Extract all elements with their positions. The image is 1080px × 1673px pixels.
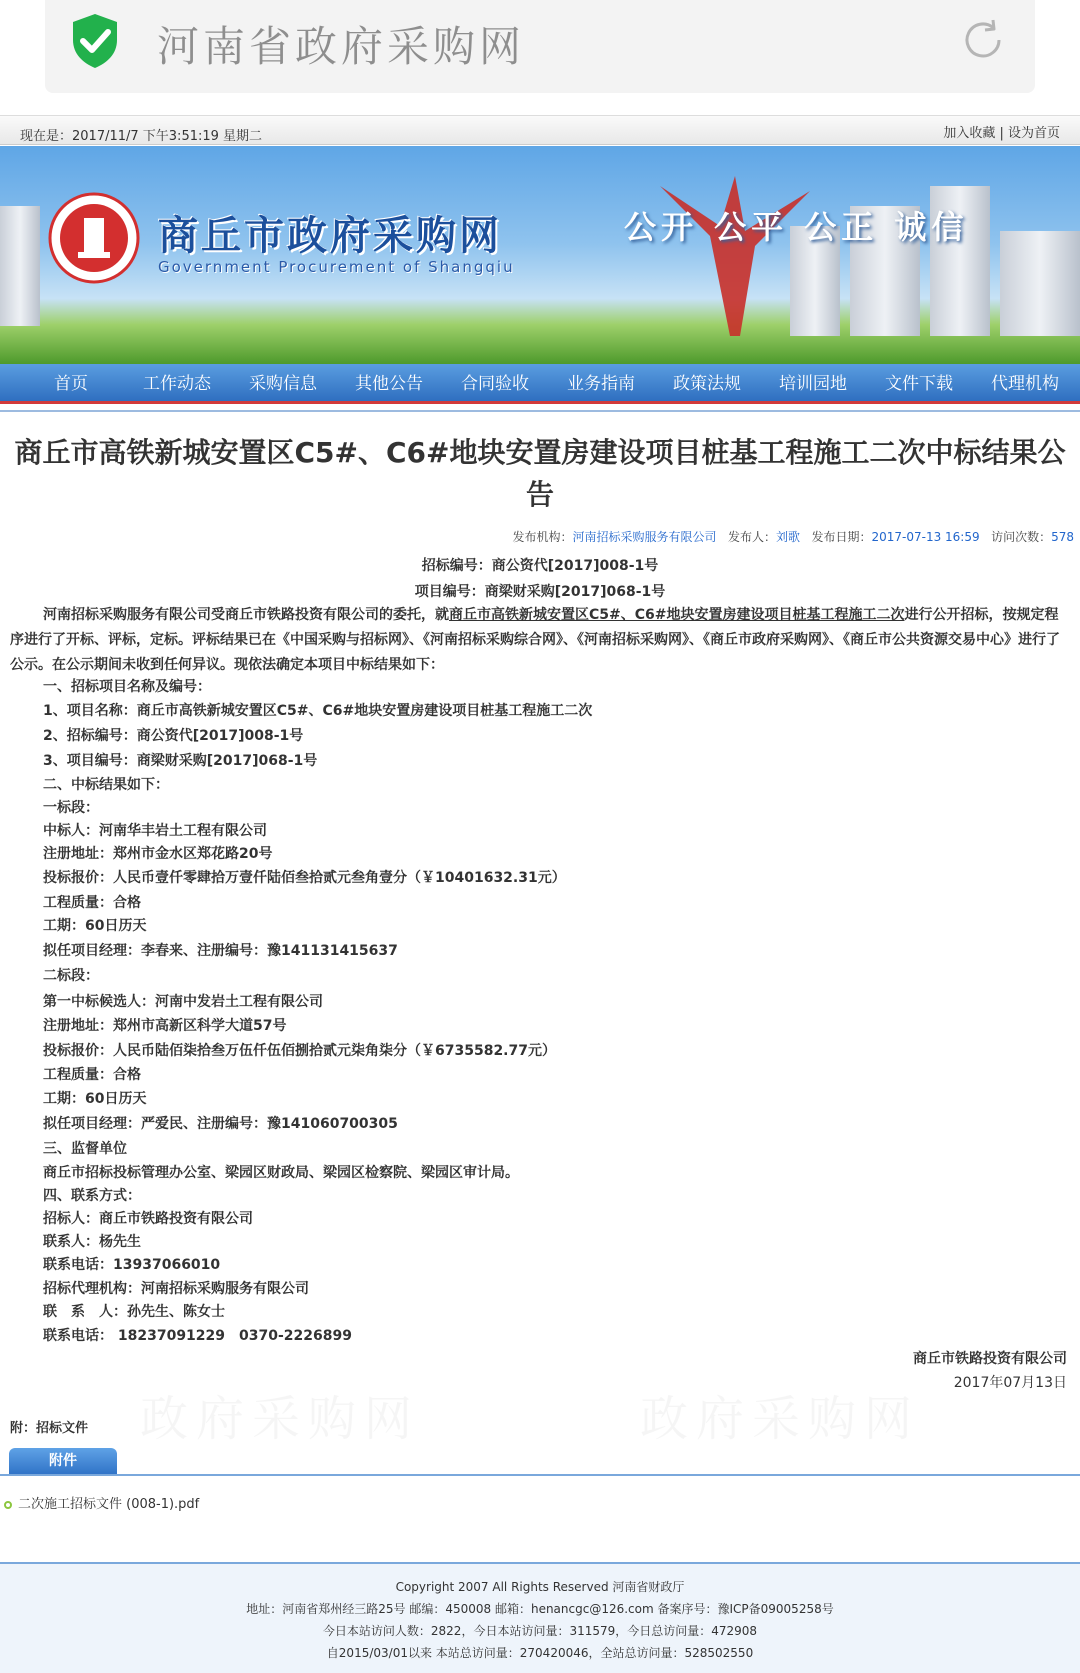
content-line: 工期：60日历天 <box>43 918 147 934</box>
footer-copyright: Copyright 2007 All Rights Reserved 河南省财政厅 <box>395 1580 685 1594</box>
attachment-note: 附：招标文件 <box>10 1421 89 1436</box>
article-meta <box>513 528 1075 545</box>
content-line: 中标人：河南华丰岩土工程有限公司 <box>43 823 267 839</box>
nav-contract-acceptance[interactable]: 合同验收 <box>461 374 529 394</box>
government-emblem-icon <box>48 192 140 284</box>
signer: 商丘市铁路投资有限公司 <box>913 1351 1067 1367</box>
attachment-tab[interactable]: 附件 <box>9 1448 117 1475</box>
content-line: 一标段： <box>43 800 99 816</box>
top-links <box>943 122 1060 141</box>
nav-business-guide[interactable]: 业务指南 <box>567 374 635 394</box>
meta-visits-label: 访问次数： <box>991 530 1052 544</box>
banner-title: 商丘市政府采购网 <box>158 212 502 259</box>
browser-bar <box>0 0 1080 115</box>
sign-date: 2017年07月13日 <box>953 1375 1067 1391</box>
meta-date-label: 发布日期： <box>811 530 872 544</box>
nav-home[interactable]: 首页 <box>54 374 88 394</box>
section-heading: 四、联系方式： <box>43 1188 141 1204</box>
content-line: 第一中标候选人：河南中发岩土工程有限公司 <box>43 994 323 1010</box>
intro-text-a: 河南招标采购服务有限公司受商丘市铁路投资有限公司的委托，就 <box>43 607 449 623</box>
content-line: 联系电话：13937066010 <box>43 1257 221 1273</box>
content-line: 2、招标编号：商公资代[2017]008-1号 <box>43 728 304 744</box>
meta-publisher[interactable]: 刘歌 <box>776 530 801 544</box>
content-line: 招标人：商丘市铁路投资有限公司 <box>43 1211 253 1227</box>
meta-org[interactable]: 河南招标采购服务有限公司 <box>572 530 717 544</box>
content-line: 工期：60日历天 <box>43 1091 147 1107</box>
content-line: 3、项目编号：商梁财采购[2017]068-1号 <box>43 753 318 769</box>
nav-downloads[interactable]: 文件下载 <box>885 374 953 394</box>
watermark <box>140 1380 420 1449</box>
reload-icon[interactable] <box>959 16 1007 64</box>
banner-slogan: 公开 公平 公正 诚信 <box>624 208 969 246</box>
bullet-icon <box>4 1501 12 1509</box>
site-name: 河南省政府采购网 <box>157 22 526 71</box>
content-line: 招标代理机构：河南招标采购服务有限公司 <box>43 1281 309 1297</box>
nav-divider <box>0 410 1080 412</box>
content-line: 联 系 人：孙先生、陈女士 <box>43 1304 225 1320</box>
article-title: 商丘市高铁新城安置区C5#、C6#地块安置房建设项目桩基工程施工二次中标结果公告 <box>14 436 1066 511</box>
nav-other-notices[interactable]: 其他公告 <box>355 374 423 394</box>
footer <box>0 1562 1080 1673</box>
banner-building <box>1000 231 1080 336</box>
project-number: 项目编号：商梁财采购[2017]068-1号 <box>414 584 666 600</box>
address-bar[interactable] <box>45 0 1035 93</box>
content-line: 投标报价：人民币陆佰柒拾叁万伍仟伍佰捌拾贰元柒角柒分（￥6735582.77元） <box>43 1043 556 1059</box>
content-line: 注册地址：郑州市高新区科学大道57号 <box>43 1018 287 1034</box>
intro-text-b: 进行公开招标，按规定程序进行了开标、评标，定标。评标结果已在《中国采购与招标网》、《河南招标采购综合网》、《河南招标采购网》、《商丘市政府采购网》、《商丘市公共资源交易中心》进行了公示。在公示期间未收到任何异议。现依法确定本项目中标结果如下： <box>10 607 1060 673</box>
top-links-separator: | <box>995 126 1008 141</box>
top-strip <box>0 115 1080 145</box>
footer-total-stats: 自2015/03/01以来 本站总访问量：270420046，全站总访问量：528502550 <box>326 1646 754 1660</box>
content-line: 投标报价：人民币壹仟零肆拾万壹仟陆佰叁拾贰元叁角壹分（￥10401632.31元） <box>43 870 566 886</box>
bookmark-link[interactable]: 加入收藏 <box>943 126 996 141</box>
content-line: 注册地址：郑州市金水区郑花路20号 <box>43 846 273 862</box>
meta-publisher-label: 发布人： <box>727 530 776 544</box>
bid-number: 招标编号：商公资代[2017]008-1号 <box>421 558 659 574</box>
nav-work-news[interactable]: 工作动态 <box>143 374 211 394</box>
nav-procurement-info[interactable]: 采购信息 <box>249 374 317 394</box>
current-datetime: 现在是：2017/11/7 下午3:51:19 星期二 <box>20 129 263 144</box>
intro-paragraph <box>10 603 1070 678</box>
meta-visits: 578 <box>1051 530 1074 544</box>
set-homepage-link[interactable]: 设为首页 <box>1007 126 1060 141</box>
nav-agencies[interactable]: 代理机构 <box>991 374 1059 394</box>
watermark <box>640 1380 920 1449</box>
content-line: 联系人：杨先生 <box>43 1234 141 1250</box>
banner-subtitle: Government Procurement of Shangqiu <box>158 258 515 276</box>
content-line: 拟任项目经理：李春来、注册编号：豫141131415637 <box>43 943 398 959</box>
meta-org-label: 发布机构： <box>512 530 573 544</box>
intro-project-name: 商丘市高铁新城安置区C5#、C6#地块安置房建设项目桩基工程施工二次 <box>449 607 905 623</box>
section-heading: 一、招标项目名称及编号： <box>43 679 211 695</box>
banner-building-left <box>0 206 40 326</box>
meta-date: 2017-07-13 16:59 <box>871 530 980 544</box>
content-line: 商丘市招标投标管理办公室、梁园区财政局、梁园区检察院、梁园区审计局。 <box>43 1165 519 1181</box>
content-line: 工程质量：合格 <box>43 895 141 911</box>
nav-training[interactable]: 培训园地 <box>779 374 847 394</box>
attachment-file-name[interactable]: 二次施工招标文件 (008-1).pdf <box>18 1497 200 1512</box>
banner-sculpture <box>640 176 820 341</box>
content-line: 二标段： <box>43 968 99 984</box>
footer-today-stats: 今日本站访问人数：2822，今日本站访问量：311579，今日总访问量：472908 <box>322 1624 758 1638</box>
nav-policy-regulation[interactable]: 政策法规 <box>673 374 741 394</box>
main-nav <box>0 364 1080 404</box>
content-line: 拟任项目经理：严爱民、注册编号：豫141060700305 <box>43 1116 398 1132</box>
footer-address: 地址：河南省郑州经三路25号 邮编：450008 邮箱：henancgc@126.com 备案序号：豫ICP备09005258号 <box>246 1602 834 1616</box>
attachment-file[interactable] <box>4 1493 199 1512</box>
content-line: 工程质量：合格 <box>43 1067 141 1083</box>
section-heading: 三、监督单位 <box>43 1141 127 1157</box>
section-heading: 二、中标结果如下： <box>43 777 169 793</box>
content-line: 联系电话： 18237091229 0370-2226899 <box>43 1328 352 1344</box>
shield-check-icon <box>70 12 120 70</box>
content-line: 1、项目名称：商丘市高铁新城安置区C5#、C6#地块安置房建设项目桩基工程施工二次 <box>43 703 593 719</box>
site-banner <box>0 146 1080 364</box>
attachment-tab-bar <box>0 1474 1080 1476</box>
